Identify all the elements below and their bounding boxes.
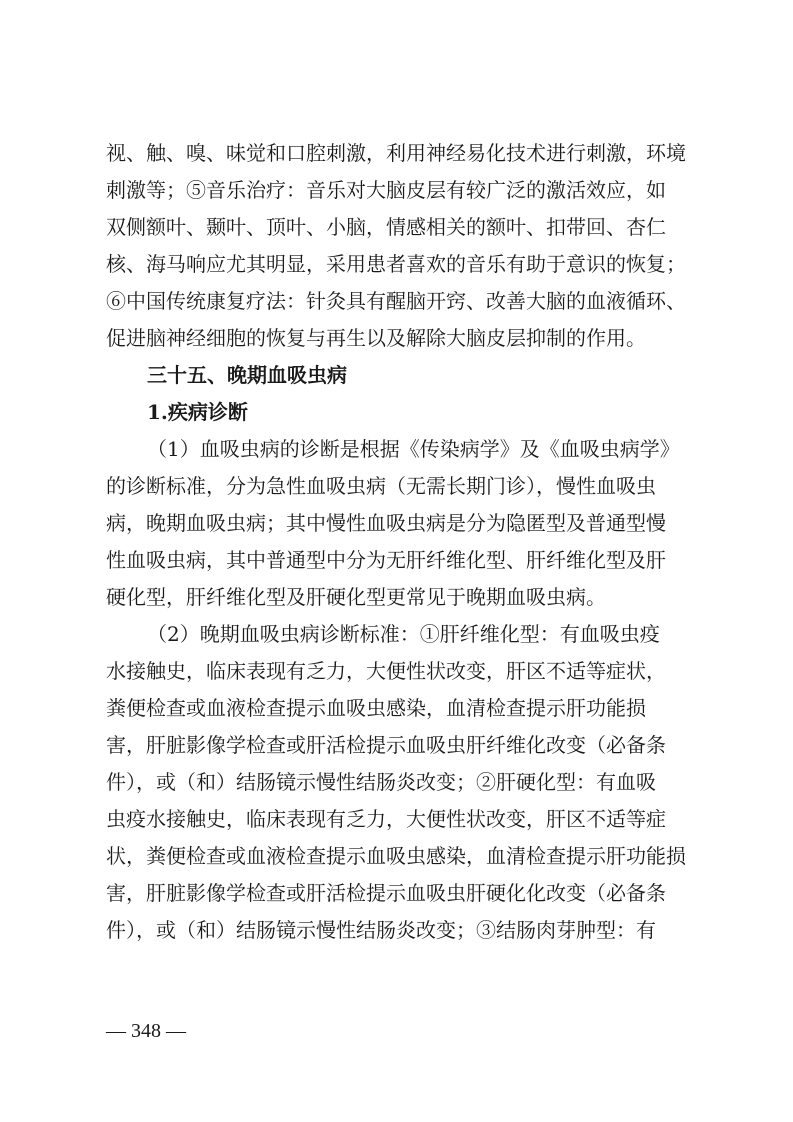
paragraph-line: 刺激等；⑤音乐治疗：音乐对大脑皮层有较广泛的激活效应，如 — [106, 178, 666, 202]
paragraph-line: 害，肝脏影像学检查或肝活检提示血吸虫肝纤维化改变（必备条 — [106, 733, 666, 757]
paragraph-line: 件），或（和）结肠镜示慢性结肠炎改变；③结肠肉芽肿型：有 — [106, 918, 656, 942]
paragraph-line: 水接触史，临床表现有乏力，大便性状改变，肝区不适等症状， — [106, 659, 666, 683]
paragraph-line: 促进脑神经细胞的恢复与再生以及解除大脑皮层抑制的作用。 — [106, 326, 646, 350]
paragraph-line: （1）血吸虫病的诊断是根据《传染病学》及《血吸虫病学》 — [147, 437, 680, 461]
paragraph-line: 虫疫水接触史，临床表现有乏力，大便性状改变，肝区不适等症 — [106, 807, 666, 831]
paragraph-line: 硬化型，肝纤维化型及肝硬化型更常见于晚期血吸虫病。 — [106, 585, 606, 609]
body-text — [106, 135, 690, 949]
paragraph-line: ⑥中国传统康复疗法：针灸具有醒脑开窍、改善大脑的血液循环、 — [106, 289, 686, 313]
paragraph-line: 粪便检查或血液检查提示血吸虫感染，血清检查提示肝功能损 — [106, 696, 646, 720]
paragraph-line: 核、海马响应尤其明显，采用患者喜欢的音乐有助于意识的恢复； — [106, 252, 686, 276]
paragraph-line: 的诊断标准，分为急性血吸虫病（无需长期门诊），慢性血吸虫 — [106, 474, 656, 498]
paragraph-line: 状，粪便检查或血液检查提示血吸虫感染，血清检查提示肝功能损 — [106, 844, 686, 868]
section-heading: 三十五、晚期血吸虫病 — [147, 363, 347, 387]
paragraph-line: 视、触、嗅、味觉和口腔刺激，利用神经易化技术进行刺激，环境 — [106, 141, 686, 165]
paragraph-line: 双侧额叶、颞叶、顶叶、小脑，情感相关的额叶、扣带回、杏仁 — [106, 215, 666, 239]
paragraph-line: 件），或（和）结肠镜示慢性结肠炎改变；②肝硬化型：有血吸 — [106, 770, 656, 794]
paragraph-line: （2）晚期血吸虫病诊断标准：①肝纤维化型：有血吸虫疫 — [147, 622, 660, 646]
paragraph-line: 害，肝脏影像学检查或肝活检提示血吸虫肝硬化化改变（必备条 — [106, 881, 666, 905]
paragraph-line: 性血吸虫病，其中普通型中分为无肝纤维化型、肝纤维化型及肝 — [106, 548, 666, 572]
paragraph-line: 病，晚期血吸虫病；其中慢性血吸虫病是分为隐匿型及普通型慢 — [106, 511, 666, 535]
page-number: — 348 — — [106, 1020, 186, 1042]
subsection-heading: 1.疾病诊断 — [147, 400, 248, 424]
